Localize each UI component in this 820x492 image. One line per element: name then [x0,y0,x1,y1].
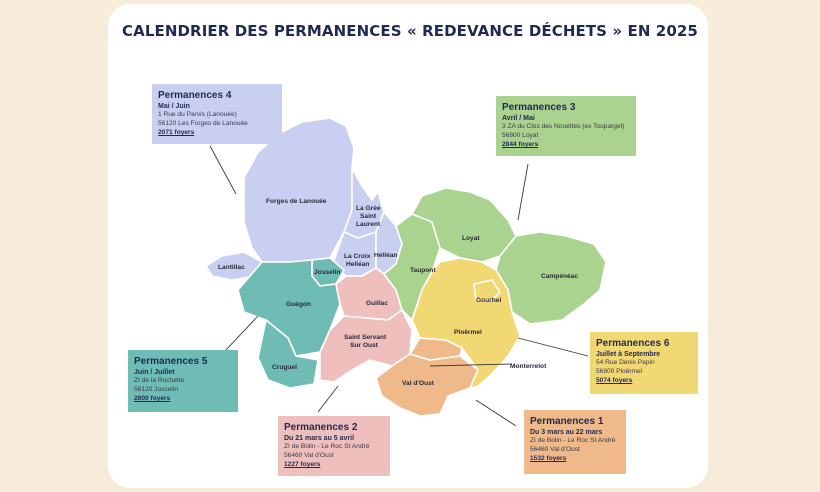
label-val-doust: Val d'Oust [402,380,434,387]
label-cruguel: Cruguel [272,364,297,371]
permanence-foyers: 1532 foyers [530,455,567,463]
label-josselin: Josselin [314,269,341,276]
leader-p6 [518,338,588,356]
label-loyat: Loyat [462,235,480,242]
permanence-title: Permanences 2 [284,422,358,433]
permanence-period: Juin / Juillet [134,369,175,376]
permanence-address: 3 ZA du Clos des Nouettes (ex Toupargel) [502,123,625,130]
permanence-box-6 [590,332,698,394]
label-ploermel: Ploërmel [454,329,482,336]
label-campeneac: Campénéac [541,273,579,280]
permanence-address: 1 Rue du Parvis (Lanouée) [158,111,237,118]
label-monterrelot: Monterrelot [510,363,547,370]
page-title: CALENDRIER DES PERMANENCES « REDEVANCE DÉCHETS » EN 2025 [122,22,698,40]
permanence-title: Permanences 3 [502,102,576,113]
permanence-period: Mai / Juin [158,103,190,110]
permanence-box-2 [278,416,390,476]
leader-p5 [224,316,258,352]
permanence-box-4 [152,84,282,144]
permanence-period: Du 3 mars au 22 mars [530,429,603,436]
label-gourhel: Gourhel [476,297,502,304]
label-guillac: Guillac [366,300,388,307]
leader-p4 [210,146,236,194]
permanence-box-1 [524,410,626,474]
permanence-city: 56800 Loyat [502,131,539,139]
label-forges: Forges de Lanouée [266,198,327,205]
permanence-address: ZI de Bolin - Le Roc St André [284,443,370,450]
permanence-foyers: 2844 foyers [502,141,539,149]
permanence-title: Permanences 4 [158,90,232,101]
permanence-address: ZI de Bolin - Le Roc St André [530,437,616,444]
permanence-city: 56120 Josselin [134,385,178,393]
label-gree: La Grée Saint Laurent [356,205,381,228]
permanence-foyers: 5074 foyers [596,377,633,385]
permanence-city: 56120 Les Forges de Lanouée [158,119,248,127]
label-hellean: Helléan [374,252,398,259]
permanence-foyers: 2071 foyers [158,129,195,137]
leader-p3 [518,164,528,220]
leader-p1 [476,400,516,426]
permanence-city: 56800 Ploërmel [596,367,643,375]
permanence-city: 56460 Val d'Oust [284,451,334,459]
permanence-title: Permanences 6 [596,338,670,349]
permanence-address: ZI de la Rochette [134,377,185,384]
permanence-period: Avril / Mai [502,115,535,122]
leader-p2 [318,386,338,412]
permanence-foyers: 2800 foyers [134,395,171,403]
label-guegon: Guégon [286,301,311,308]
label-lantillac: Lantillac [218,264,245,271]
permanence-foyers: 1227 foyers [284,461,321,469]
label-croix: La Croix Helléan [344,253,371,268]
permanence-period: Juillet à Septembre [596,351,661,358]
permanence-box-3 [496,96,636,156]
permanence-title: Permanences 1 [530,416,604,427]
permanence-period: Du 21 mars au 5 avril [284,435,355,442]
label-taupont: Taupont [410,267,436,274]
permanence-box-5 [128,350,238,412]
permanence-city: 56460 Val d'Oust [530,445,580,453]
permanence-address: 54 Rue Denis Papin [596,359,655,366]
permanence-title: Permanences 5 [134,356,208,367]
label-saint-servant: Saint Servant Sur Oust [344,334,387,349]
